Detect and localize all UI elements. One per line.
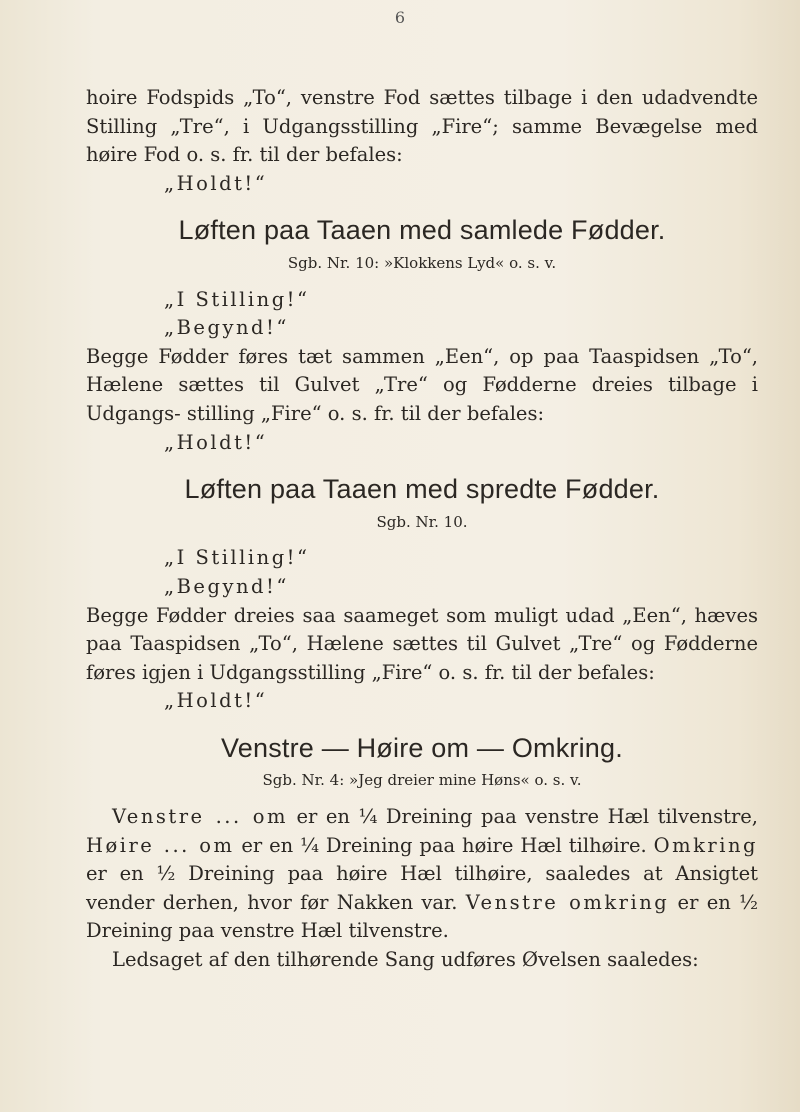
page-content xyxy=(86,84,758,975)
song-reference: Sgb. Nr. 4: »Jeg dreier mine Høns« o. s. v. xyxy=(262,771,582,790)
command-holdt: „Holdt!“ xyxy=(164,171,268,195)
paragraph-continued: hoire Fodspids „To“, venstre Fod sættes tilbage i den udadvendte Stilling „Tre“, i Udgangsstilling „Fire“; samme Bevægelse med høire Fod o. s. fr. til der befales: xyxy=(86,86,758,167)
heading-samlede-fodder: Løften paa Taaen med samlede Fødder. xyxy=(178,215,666,246)
paragraph-ledsaget: Ledsaget af den tilhørende Sang udføres Øvelsen saaledes: xyxy=(112,948,699,972)
page-number: 6 xyxy=(394,8,406,27)
command-holdt: „Holdt!“ xyxy=(164,689,268,713)
song-reference: Sgb. Nr. 10. xyxy=(376,512,468,531)
command-holdt: „Holdt!“ xyxy=(164,430,268,454)
heading-spredte-fodder: Løften paa Taaen med spredte Fødder. xyxy=(184,474,660,505)
command-i-stilling: „I Stilling!“ xyxy=(164,287,310,311)
command-begynd: „Begynd!“ xyxy=(164,316,289,340)
heading-venstre-hoire-omkring: Venstre — Høire om — Omkring. xyxy=(221,732,623,763)
song-reference: Sgb. Nr. 10: »Klokkens Lyd« o. s. v. xyxy=(287,253,557,272)
command-begynd: „Begynd!“ xyxy=(164,574,289,598)
paragraph-spredte: Begge Fødder dreies saa saameget som muligt udad „Een“, hæves paa Taaspidsen „To“, Hælene sættes til Gulvet „Tre“ og Fødderne føres igjen i Udgangsstilling „Fire“ o. s. fr. til der befales: xyxy=(86,603,758,684)
paragraph-turns: Venstre ... om er en ¼ Dreining paa venstre Hæl tilvenstre, Høire ... om er en ¼ Dreining paa høire Hæl tilhøire. Omkring er en ½ Dreining paa høire Hæl tilhøire, saaledes at Ansigtet vender derhen, hvor før Nakken var. Venstre omkring er en ½ Dreining paa venstre Hæl tilvenstre. xyxy=(86,805,758,943)
paragraph-samlede: Begge Fødder føres tæt sammen „Een“, op paa Taaspidsen „To“, Hælene sættes til Gulvet „Tre“ og Fødderne dreies tilbage i Udgangs- stilling „Fire“ o. s. fr. til der befales: xyxy=(86,344,758,425)
command-i-stilling: „I Stilling!“ xyxy=(164,546,310,570)
